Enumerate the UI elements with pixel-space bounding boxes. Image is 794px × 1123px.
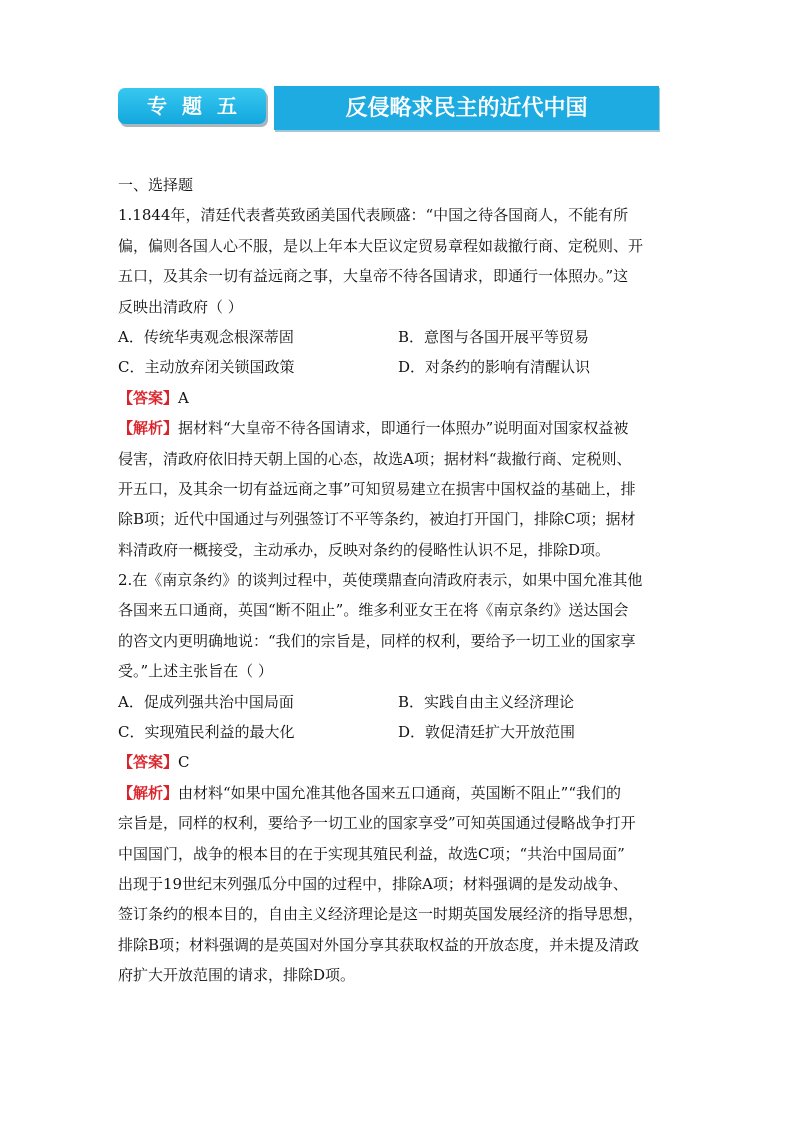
question-2-answer-value: C [178,753,190,772]
question-2-option-c: C．实现殖民利益的最大化 [118,723,295,742]
question-2-line-4: 受。”上述主张旨在（ ） [118,662,273,681]
question-1-analysis-line-3: 开五口，及其余一切有益远商之事”可知贸易建立在损害中国权益的基础上，排 [118,479,636,498]
question-1-option-b: B．意图与各国开展平等贸易 [398,327,590,346]
question-2-option-d: D．敦促清廷扩大开放范围 [398,723,576,742]
question-2-option-a: A．促成列强共治中国局面 [118,692,294,711]
question-1-analysis-line-2: 侵害，清政府依旧持天朝上国的心态，故选A项；据材料“裁撤行商、定税则、 [118,449,632,468]
question-1-answer [118,383,678,413]
question-2-analysis-line-5: 签订条约的根本目的，自由主义经济理论是这一时期英国发展经济的指导思想， [118,905,644,924]
question-1-line-4: 反映出清政府（ ） [118,297,243,316]
question-1 [118,200,678,565]
question-1-answer-value: A [178,388,189,407]
question-2-analysis-line-4: 出现于19世纪末列强瓜分中国的过程中，排除A项；材料强调的是发动战争、 [118,874,628,893]
analysis-label: 【解析】 [118,783,179,802]
topic-tag: 专题五 [118,88,266,124]
question-1-option-c: C．主动放弃闭关锁国政策 [118,358,295,377]
question-1-analysis-line-4: 除B项；近代中国通过与列强签订不平等条约，被迫打开国门，排除C项；据材 [118,510,636,529]
question-2-analysis-line-6: 排除B项；材料强调的是英国对外国分享其获取权益的开放态度，并未提及清政 [118,935,640,954]
document-body [118,170,678,991]
question-1-option-a: A．传统华夷观念根深蒂固 [118,327,294,346]
question-1-line-1: 1.1844年，清廷代表耆英致函美国代表顾盛：“中国之待各国商人，不能有所 [118,206,629,225]
question-1-options-row-1 [118,322,678,352]
question-1-line-2: 偏，偏则各国人心不服，是以上年本大臣议定贸易章程如裁撤行商、定税则、开 [118,236,644,255]
question-2-analysis-line-7: 府扩大开放范围的请求，排除D项。 [118,966,356,985]
question-2-analysis-line-2: 宗旨是，同样的权利，要给予一切工业的国家享受”可知英国通过侵略战争打开 [118,814,636,833]
question-2-analysis-line-3: 中国国门，战争的根本目的在于实现其殖民利益，故选C项；“共治中国局面” [118,844,625,863]
question-1-options-row-2 [118,352,678,382]
question-2-option-b: B．实践自由主义经济理论 [398,692,575,711]
question-2-answer [118,747,678,777]
answer-label: 【答案】 [118,753,179,772]
answer-label: 【答案】 [118,388,179,407]
question-2-line-3: 的咨文内更明确地说：“我们的宗旨是，同样的权利，要给予一切工业的国家享 [118,631,636,650]
question-1-analysis-line-1 [118,413,678,443]
question-1-option-d: D．对条约的影响有清醒认识 [398,358,591,377]
analysis-label: 【解析】 [118,419,179,438]
topic-title: 反侵略求民主的近代中国 [274,86,659,130]
question-2-analysis-line-1 [118,778,678,808]
topic-header [118,86,659,130]
question-2 [118,565,678,990]
question-2-analysis-text-1: 由材料“如果中国允准其他各国来五口通商，英国断不阻止”“我们的 [178,783,622,802]
question-2-options-row-2 [118,717,678,747]
section-title: 一、选择题 [118,176,194,194]
question-1-line-3: 五口，及其余一切有益远商之事，大皇帝不待各国请求，即通行一体照办。”这 [118,267,629,286]
question-2-line-2: 各国来五口通商，英国“断不阻止”。维多利亚女王在将《南京条约》送达国会 [118,601,629,620]
question-1-analysis-text-1: 据材料“大皇帝不待各国请求，即通行一体照办”说明面对国家权益被 [178,419,629,438]
question-2-options-row-1 [118,687,678,717]
question-2-line-1: 2.在《南京条约》的谈判过程中，英使璞鼎查向清政府表示，如果中国允准其他 [118,571,643,590]
question-1-analysis-line-5: 料清政府一概接受，主动承办，反映对条约的侵略性认识不足，排除D项。 [118,540,611,559]
